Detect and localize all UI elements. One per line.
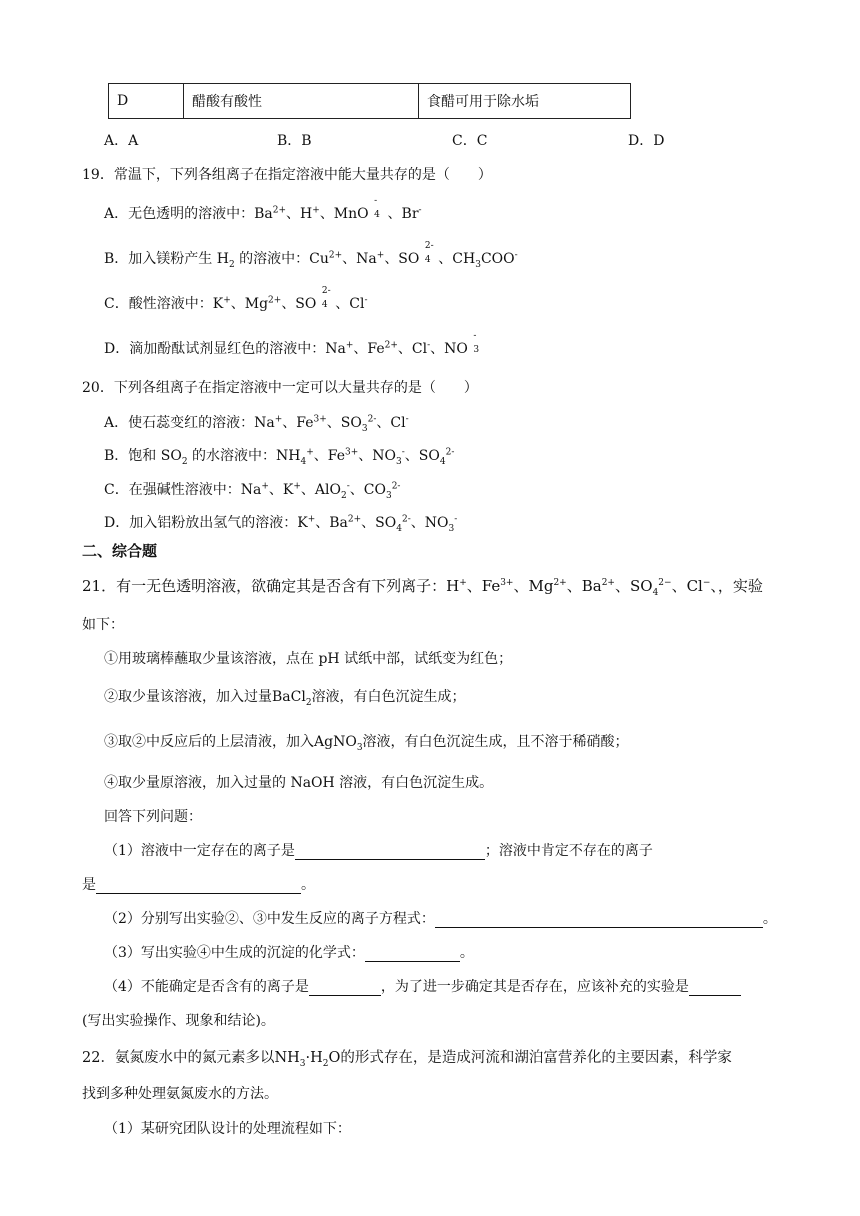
q21-part-4: （4）不能确定是否含有的离子是 ，为了进一步确定其是否存在，应该补充的实验是 (104, 976, 741, 996)
q19-option-c: C．酸性溶液中：K+、$Mg^{2+}$、SO 2- 4 、Cl- (104, 286, 368, 312)
q18-option-c: C．C (452, 133, 488, 149)
q21-stem-2: 如下： (82, 617, 124, 633)
q22-stem-2: 找到多种处理氨氮废水的方法。 (82, 1086, 278, 1102)
q20-option-b: B．饱和 $SO_2$ 的水溶液中：$NH_4^+$、$Fe^{3+}$、$NO_3^-$、$SO_4^{2-}$ (104, 447, 455, 467)
q21-step-1: ①用玻璃棒蘸取少量该溶液，点在 pH 试纸中部，试纸变为红色； (104, 651, 513, 667)
q21-part-1: （1）溶液中一定存在的离子是 ；溶液中肯定不存在的离子 (104, 843, 653, 859)
q21-ask: 回答下列问题： (104, 809, 202, 825)
q18-option-b: B．B (277, 133, 312, 149)
q18-option-d: D．D (628, 133, 665, 149)
q19-option-a: A．无色透明的溶液中：$Ba^{2+}$、H+、MnO - 4 、Br- (104, 196, 422, 222)
q20-option-d: D．加入铝粉放出氢气的溶液：K+、$Ba^{2+}$、$SO_4^{2-}$、$NO_3^-$ (104, 514, 458, 534)
table-cell: D (109, 84, 184, 119)
q21-part-3: （3）写出实验④中生成的沉淀的化学式： 。 (104, 945, 474, 961)
answer-blank[interactable] (295, 843, 485, 860)
answer-table (108, 83, 631, 119)
answer-blank[interactable] (309, 979, 381, 996)
q21-step-3: ③取②中反应后的上层清液，加入AgNO$_3$溶液，有白色沉淀生成，且不溶于稀硝酸； (104, 734, 629, 753)
q20-option-c: C．在强碱性溶液中：Na+、K+、AlO$_2$-、$CO_3^{2-}$ (104, 481, 401, 501)
answer-blank[interactable] (365, 945, 460, 962)
table-row (109, 84, 631, 119)
q19-option-d: D．滴加酚酞试剂显红色的溶液中：Na+、$Fe^{2+}$、Cl-、NO - 3 (104, 331, 480, 357)
q20-stem: 20．下列各组离子在指定溶液中一定可以大量共存的是（ ） (82, 380, 478, 396)
section-title: 二、综合题 (82, 542, 158, 560)
answer-blank[interactable] (96, 877, 301, 894)
table-cell: 食醋可用于除水垢 (419, 84, 631, 119)
q22-part-1: （1）某研究团队设计的处理流程如下： (104, 1121, 351, 1137)
q21-part-4-cont: (写出实验操作、现象和结论)。 (82, 1013, 275, 1029)
q21-part-2: （2）分别写出实验②、③中发生反应的离子方程式： 。 (104, 911, 777, 927)
table-cell: 醋酸有酸性 (184, 84, 419, 119)
q22-stem: 22．氨氮废水中的氮元素多以$NH_3\cdot H_2O$的形式存在，是造成河流和湖泊富营养化的主要因素，科学家 (82, 1050, 732, 1069)
q19-option-b: B．加入镁粉产生 $H_2$ 的溶液中：$Cu^{2+}$、Na+、SO 2- 4 、$CH_3COO^-$ (104, 241, 518, 270)
q19-stem: 19．常温下，下列各组离子在指定溶液中能大量共存的是（ ） (82, 167, 492, 183)
answer-blank[interactable] (435, 911, 763, 928)
q18-option-a: A．A (104, 133, 139, 149)
q21-part-1-cont: 是 。 (82, 877, 315, 893)
q21-stem: 21．有一无色透明溶液，欲确定其是否含有下列离子：H+、$Fe^{3+}$、$Mg^{2+}$、$Ba^{2+}$、$SO_4^{2-}$、Cl−、，实验 (82, 577, 763, 598)
q21-step-4: ④取少量原溶液，加入过量的 NaOH 溶液，有白色沉淀生成。 (104, 775, 494, 791)
q20-option-a: A．使石蕊变红的溶液：Na+、$Fe^{3+}$、$SO_3^{2-}$、Cl- (104, 414, 409, 434)
q21-step-2: ②取少量该溶液，加入过量BaCl$_2$溶液，有白色沉淀生成； (104, 689, 466, 708)
answer-blank[interactable] (689, 979, 741, 996)
